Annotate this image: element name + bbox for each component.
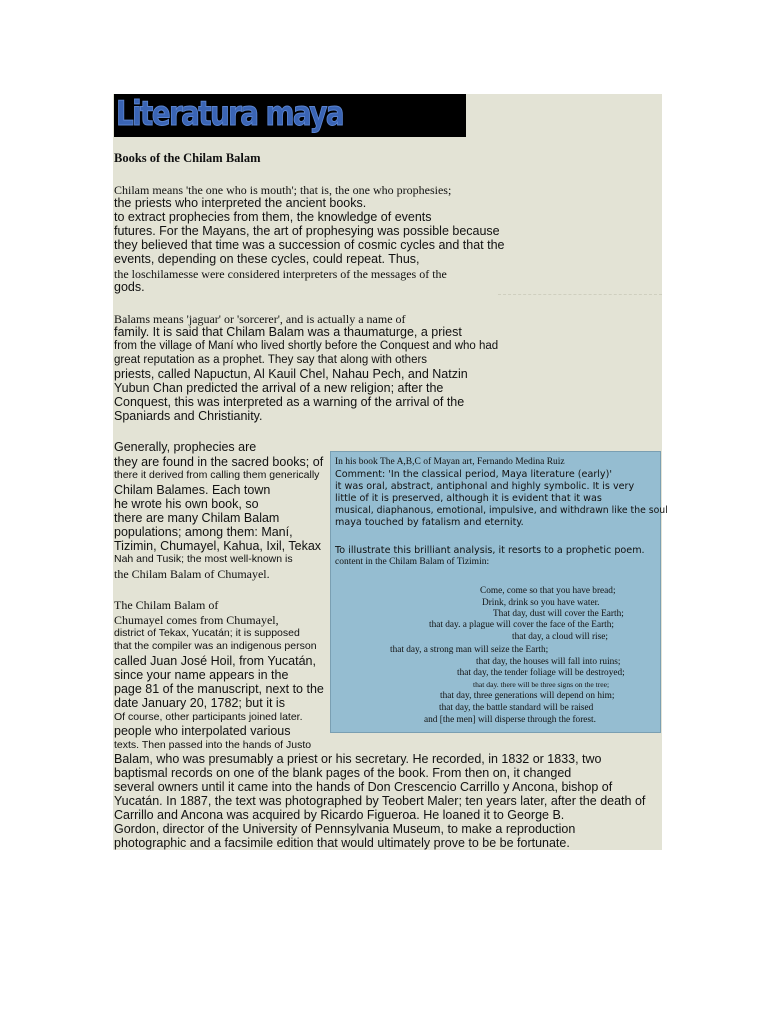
- para1-line: gods.: [114, 280, 145, 294]
- quote-intro-line: little of it is preserved, although it is evident that it was: [335, 493, 602, 504]
- para3-line: Tizimin, Chumayel, Kahua, Ixil, Tekax: [114, 539, 322, 553]
- para1-line: futures. For the Mayans, the art of prophesying was possible because: [114, 224, 500, 238]
- para4-line: Balam, who was presumably a priest or his secretary. He recorded, in 1832 or 1833, two: [114, 752, 602, 766]
- poem-line: that day, the battle standard will be raised: [439, 703, 594, 713]
- para3-line: Nah and Tusik; the most well-known is: [114, 553, 293, 565]
- para4-line: Chumayel comes from Chumayel,: [114, 613, 279, 627]
- quote-box: [330, 451, 668, 733]
- banner-title: Literatura maya: [116, 94, 343, 134]
- illustration-line: To illustrate this brilliant analysis, it resorts to a prophetic poem.: [335, 545, 645, 556]
- quote-intro-line: maya touched by fatalism and eternity.: [335, 517, 524, 528]
- poem-line: that day, a strong man will seize the Earth;: [390, 645, 549, 655]
- para2-line: Yubun Chan predicted the arrival of a new religion; after the: [114, 381, 444, 395]
- para1-line: to extract prophecies from them, the knowledge of events: [114, 210, 432, 224]
- para3-line: he wrote his own book, so: [114, 497, 259, 511]
- para2-line: Conquest, this was interpreted as a warning of the arrival of the: [114, 395, 465, 409]
- para4-line: photographic and a facsimile edition that would ultimately prove to be be fortunate.: [114, 836, 570, 850]
- para2-line: from the village of Maní who lived shortly before the Conquest and who had: [114, 340, 499, 352]
- quote-intro-line: musical, diaphanous, emotional, impulsive, and withdrawn like the soul: [335, 505, 668, 516]
- quote-intro-line: Comment: 'In the classical period, Maya literature (early)': [335, 469, 612, 480]
- poem-line: that day, three generations will depend on him;: [440, 691, 615, 701]
- poem-line: Come, come so that you have bread;: [480, 586, 616, 596]
- para4-line: called Juan José Hoil, from Yucatán,: [114, 654, 316, 668]
- para3-line: there it derived from calling them generically: [114, 469, 320, 481]
- para4-line: page 81 of the manuscript, next to the: [114, 682, 324, 696]
- para4-line: people who interpolated various: [114, 724, 291, 738]
- poem-line: that day. a plague will cover the face of the Earth;: [429, 620, 614, 630]
- para4-line: Carrillo and Ancona was acquired by Ricardo Figueroa. He loaned it to George B.: [114, 808, 565, 822]
- para2-line: family. It is said that Chilam Balam was a thaumaturge, a priest: [114, 325, 462, 339]
- para4-line: since your name appears in the: [114, 668, 289, 682]
- para4-line: Yucatán. In 1887, the text was photographed by Teobert Maler; ten years later, after the death of: [114, 794, 646, 808]
- poem-line: That day, dust will cover the Earth;: [493, 609, 624, 619]
- para1-line: the loschilamesse were considered interpreters of the messages of the: [114, 267, 447, 281]
- para1-line: Chilam means 'the one who is mouth'; that is, the one who prophesies;: [114, 183, 452, 197]
- para4-line: district of Tekax, Yucatán; it is supposed: [114, 627, 300, 639]
- para3-line: populations; among them: Maní,: [114, 525, 293, 539]
- para1-line: they believed that time was a succession of cosmic cycles and that the: [114, 238, 505, 252]
- quote-intro-line: In his book The A,B,C of Mayan art, Fernando Medina Ruiz: [335, 457, 565, 467]
- para4-line: Gordon, director of the University of Pennsylvania Museum, to make a reproduction: [114, 822, 576, 836]
- para4-line: baptismal records on one of the blank pages of the book. From then on, it changed: [114, 766, 572, 780]
- para3-line: Chilam Balames. Each town: [114, 483, 271, 497]
- para4-line: date January 20, 1782; but it is: [114, 696, 285, 710]
- para4-line: The Chilam Balam of: [114, 598, 219, 612]
- para4-line: several owners until it came into the hands of Don Crescencio Carrillo y Ancona, bishop of: [114, 780, 613, 794]
- poem-line: that day, the houses will fall into ruins;: [476, 657, 621, 667]
- para2-line: priests, called Napuctun, Al Kauil Chel, Nahau Pech, and Natzin: [114, 367, 468, 381]
- para2-line: Spaniards and Christianity.: [114, 409, 263, 423]
- poem-line: that day, the tender foliage will be destroyed;: [457, 668, 625, 678]
- para3-line: there are many Chilam Balam: [114, 511, 280, 525]
- para3-line: they are found in the sacred books; of: [114, 455, 324, 469]
- para4-line: texts. Then passed into the hands of Justo: [114, 739, 312, 751]
- illustration-line: content in the Chilam Balam of Tizimin:: [335, 557, 490, 567]
- para2-line: Balams means 'jaguar' or 'sorcerer', and is actually a name of: [114, 312, 406, 326]
- para1-line: the priests who interpreted the ancient books.: [114, 196, 367, 210]
- para2-line: great reputation as a prophet. They say that along with others: [114, 354, 428, 366]
- para4-line: that the compiler was an indigenous person: [114, 640, 317, 652]
- section-heading: Books of the Chilam Balam: [114, 151, 261, 165]
- poem-line: that day. there will be three signs on the tree;: [473, 680, 610, 689]
- para3-line: Generally, prophecies are: [114, 440, 257, 454]
- para4-line: Of course, other participants joined later.: [114, 711, 303, 723]
- para3-line: the Chilam Balam of Chumayel.: [114, 567, 270, 581]
- poem-line: that day, a cloud will rise;: [512, 632, 608, 642]
- para1-line: events, depending on these cycles, could repeat. Thus,: [114, 252, 420, 266]
- divider: [498, 294, 662, 295]
- poem-line: Drink, drink so you have water.: [482, 598, 600, 608]
- title-banner: [114, 94, 466, 137]
- poem-line: and [the men] will disperse through the forest.: [424, 715, 596, 725]
- quote-intro-line: it was oral, abstract, antiphonal and highly symbolic. It is very: [335, 481, 635, 492]
